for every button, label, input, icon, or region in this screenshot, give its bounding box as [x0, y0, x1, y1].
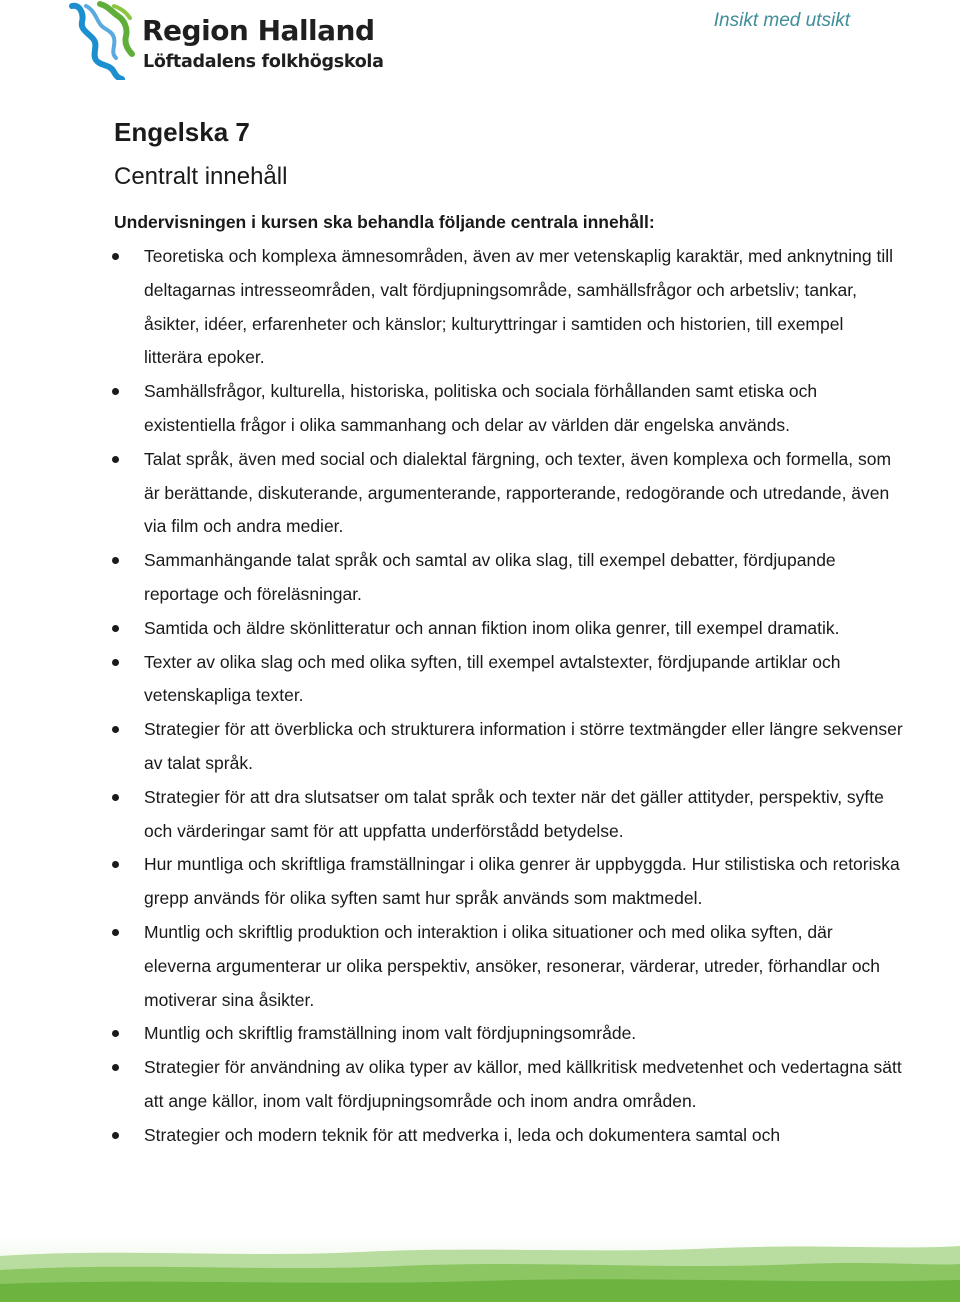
list-item-text: Muntlig och skriftlig framställning inom valt fördjupningsområde. [144, 1023, 637, 1044]
bullet-icon [112, 388, 119, 395]
list-item-text: Talat språk, även med social och dialektal färgning, och texter, även komplexa och formella, som är berättande, diskuterande, argumenterande, rapporterande, redogörande och utredande, även via film och andra medier. [144, 448, 892, 537]
bullet-icon [112, 1064, 119, 1071]
list-item-text: Muntlig och skriftlig produktion och interaktion i olika situationer och med olika syften, där eleverna argumenterar ur olika perspektiv, ansöker, resonerar, värderar, utreder, förhandlar och motiverar sina åsikter. [144, 921, 881, 1010]
list-item [114, 781, 904, 849]
list-item-text: Strategier för att dra slutsatser om talat språk och texter när det gäller attityder, perspektiv, syfte och värderingar samt för att uppfatta underförstådd betydelse. [144, 786, 884, 841]
tagline: Insikt med utsikt [713, 10, 850, 31]
list-item [114, 1119, 904, 1153]
bullet-icon [112, 1132, 119, 1139]
list-item [114, 240, 904, 375]
bullet-icon [112, 659, 119, 666]
list-item [114, 612, 904, 646]
list-item-text: Teoretiska och komplexa ämnesområden, även av mer vetenskaplig karaktär, med anknytning till deltagarnas intresseområden, valt fördjupningsområde, samhällsfrågor och arbetsliv; tankar, åsikter, idéer, erfarenheter och känslor; kulturyttringar i samtiden och historien, till exempel litterära epoker. [144, 246, 893, 368]
list-item [114, 1017, 904, 1051]
list-item [114, 713, 904, 781]
bullet-icon [112, 929, 119, 936]
list-item [114, 1051, 904, 1119]
logo [66, 0, 396, 80]
list-item [114, 916, 904, 1017]
bullet-icon [112, 1030, 119, 1037]
list-item-text: Strategier för användning av olika typer av källor, med källkritisk medvetenhet och vedertagna sätt att ange källor, inom valt fördjupningsområde och inom andra områden. [144, 1057, 902, 1111]
intro-text: Undervisningen i kursen ska behandla följande centrala innehåll: [114, 212, 655, 232]
list-item [114, 544, 904, 612]
course-title: Engelska 7 [114, 117, 250, 147]
footer-landscape-band [0, 1236, 960, 1302]
list-item [114, 848, 904, 916]
list-item [114, 375, 904, 443]
list-item-text: Hur muntliga och skriftliga framställningar i olika genrer är uppbyggda. Hur stilistiska och retoriska grepp används för olika syften samt hur språk används som maktmedel. [144, 854, 900, 909]
school-name: Löftadalens folkhögskola [143, 52, 384, 72]
document-body [114, 112, 904, 1153]
bullet-icon [112, 625, 119, 632]
bullet-icon [112, 726, 119, 733]
bullet-icon [112, 557, 119, 564]
list-item-text: Texter av olika slag och med olika syften, till exempel avtalstexter, fördjupande artiklar och vetenskapliga texter. [144, 651, 841, 706]
list-item-text: Sammanhängande talat språk och samtal av olika slag, till exempel debatter, fördjupande reportage och föreläsningar. [144, 550, 836, 604]
content-list [114, 240, 904, 1153]
list-item-text: Strategier för att överblicka och strukturera information i större textmängder eller längre sekvenser av talat språk. [144, 719, 903, 773]
bullet-icon [112, 456, 119, 463]
list-item-text: Strategier och modern teknik för att medverka i, leda och dokumentera samtal och [144, 1124, 781, 1145]
bullet-icon [112, 253, 119, 260]
list-item [114, 443, 904, 544]
organization-name: Region Halland [142, 14, 375, 47]
section-title: Centralt innehåll [114, 163, 288, 190]
list-item-text: Samhällsfrågor, kulturella, historiska, politiska och sociala förhållanden samt etiska och existentiella frågor i olika sammanhang och delar av världen där engelska används. [144, 381, 818, 435]
list-item [114, 646, 904, 714]
region-halland-logo-icon [66, 0, 138, 80]
bullet-icon [112, 794, 119, 801]
bullet-icon [112, 861, 119, 868]
list-item-text: Samtida och äldre skönlitteratur och annan fiktion inom olika genrer, till exempel dramatik. [144, 617, 840, 638]
